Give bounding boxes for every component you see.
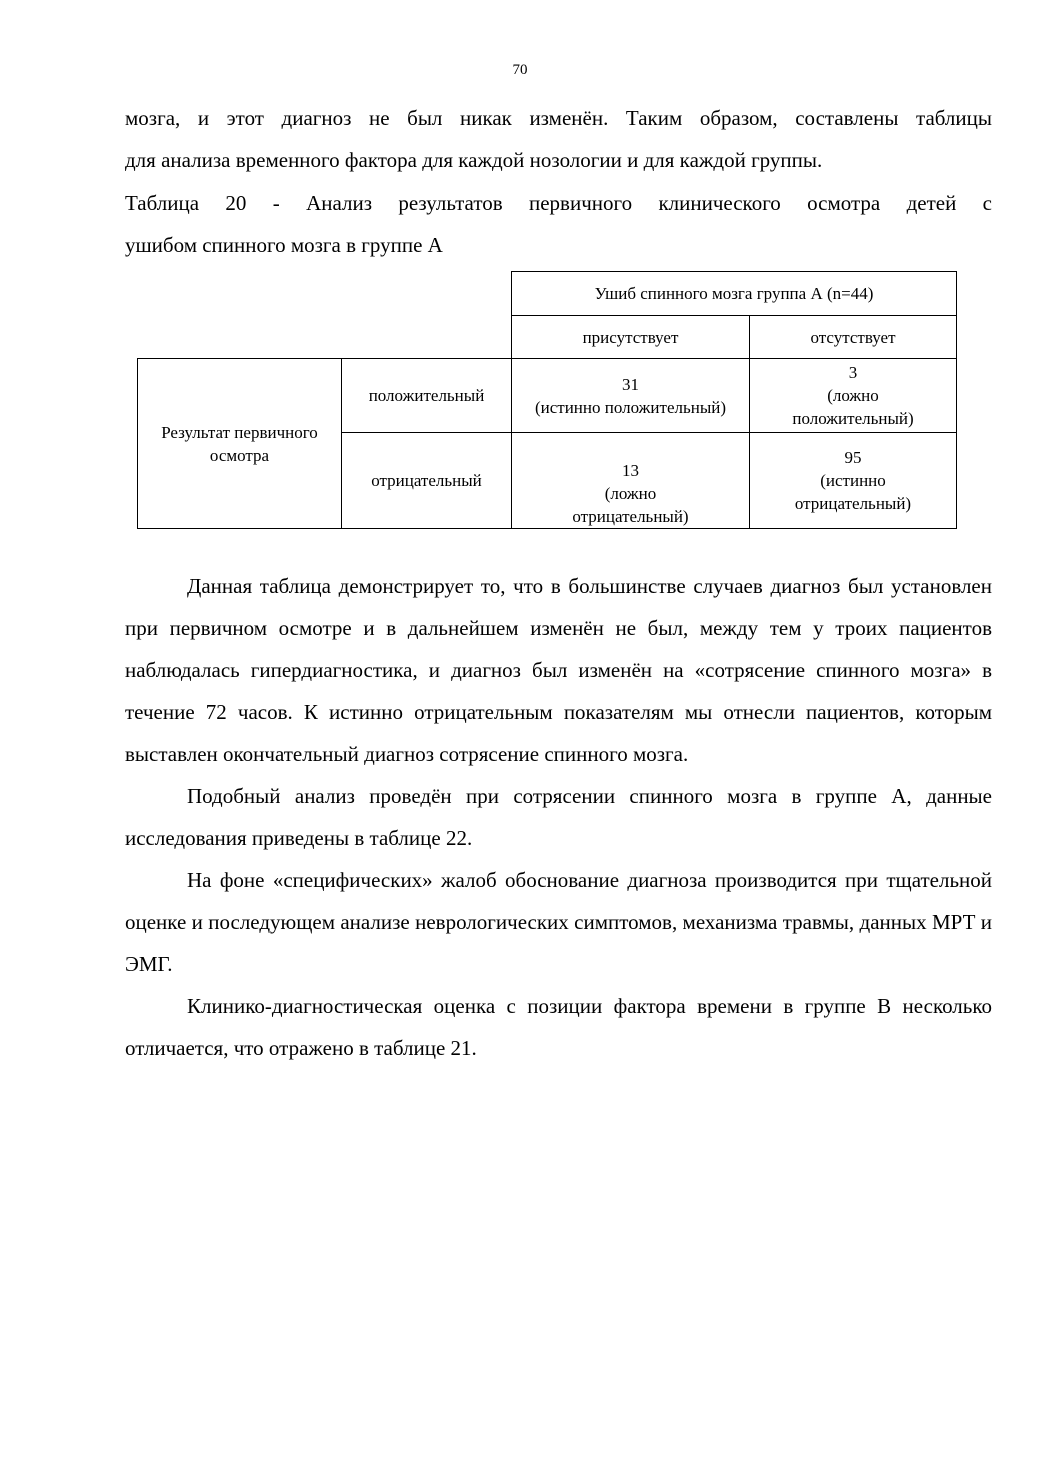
row-group-header bbox=[138, 359, 342, 529]
cell-true-positive bbox=[512, 359, 750, 433]
table-caption-line-1: Таблица 20 - Анализ результатов первичного клинического осмотра детей с bbox=[125, 191, 992, 215]
intro-line-1: мозга, и этот диагноз не был никак изменён. Таким образом, составлены таблицы bbox=[125, 106, 992, 130]
intro-paragraph bbox=[125, 97, 992, 181]
empty-corner-cell bbox=[138, 272, 342, 316]
cell-false-positive bbox=[750, 359, 957, 433]
table-caption bbox=[125, 182, 992, 266]
true-negative-label-2: отрицательный) bbox=[794, 494, 912, 513]
cell-false-negative bbox=[512, 433, 750, 529]
false-positive-label-2: положительный) bbox=[792, 409, 914, 428]
cell-true-negative bbox=[750, 433, 957, 529]
empty-corner-cell bbox=[342, 316, 512, 359]
intro-line-2: для анализа временного фактора для каждой нозологии и для каждой группы. bbox=[125, 148, 823, 172]
body-paragraph: Клинико-диагностическая оценка с позиции фактора времени в группе В несколько отличается, что отражено в таблице 21. bbox=[125, 994, 992, 1060]
body-paragraph: Подобный анализ проведён при сотрясении спинного мозга в группе А, данные исследования приведены в таблице 22. bbox=[125, 784, 992, 850]
row-group-header-text: Результат первичного осмотра bbox=[161, 422, 318, 465]
row-header-positive: положительный bbox=[342, 359, 512, 433]
body-paragraph: На фоне «специфических» жалоб обоснование диагноза производится при тщательной оценке и последующем анализе неврологических симптомов, механизма травмы, данных МРТ и ЭМГ. bbox=[125, 868, 992, 976]
false-negative-value: 13 bbox=[622, 461, 639, 480]
true-positive-label: (истинно положительный) bbox=[534, 397, 727, 417]
empty-corner-cell bbox=[342, 272, 512, 316]
true-negative-label-1: (истинно bbox=[820, 471, 886, 490]
diagnosis-result-table bbox=[137, 271, 957, 529]
column-header-present: присутствует bbox=[512, 316, 750, 359]
true-positive-value: 31 bbox=[622, 374, 639, 394]
true-negative-value: 95 bbox=[844, 448, 862, 467]
false-negative-label-1: (ложно bbox=[604, 484, 657, 503]
empty-corner-cell bbox=[138, 316, 342, 359]
body-paragraph: Данная таблица демонстрирует то, что в большинстве случаев диагноз был установлен при первичном осмотре и в дальнейшем изменён не был, между тем у троих пациентов наблюдалась гипердиагностика, и диагноз был изменён на «сотрясение спинного мозга» в течение 72 часов. К истинно отрицательным показателям мы отнесли пациентов, которым выставлен окончательный диагноз сотрясение спинного мозга. bbox=[125, 574, 992, 766]
false-negative-label-2: отрицательный) bbox=[572, 507, 689, 526]
page-number: 70 bbox=[512, 62, 528, 78]
group-header-cell: Ушиб спинного мозга группа А (n=44) bbox=[512, 272, 957, 316]
row-header-negative: отрицательный bbox=[342, 433, 512, 529]
false-positive-label-1: (ложно bbox=[827, 386, 879, 405]
column-header-absent: отсутствует bbox=[750, 316, 957, 359]
body-text bbox=[125, 565, 992, 1069]
false-positive-value: 3 bbox=[848, 363, 858, 382]
table-caption-line-2: ушибом спинного мозга в группе А bbox=[125, 233, 443, 257]
